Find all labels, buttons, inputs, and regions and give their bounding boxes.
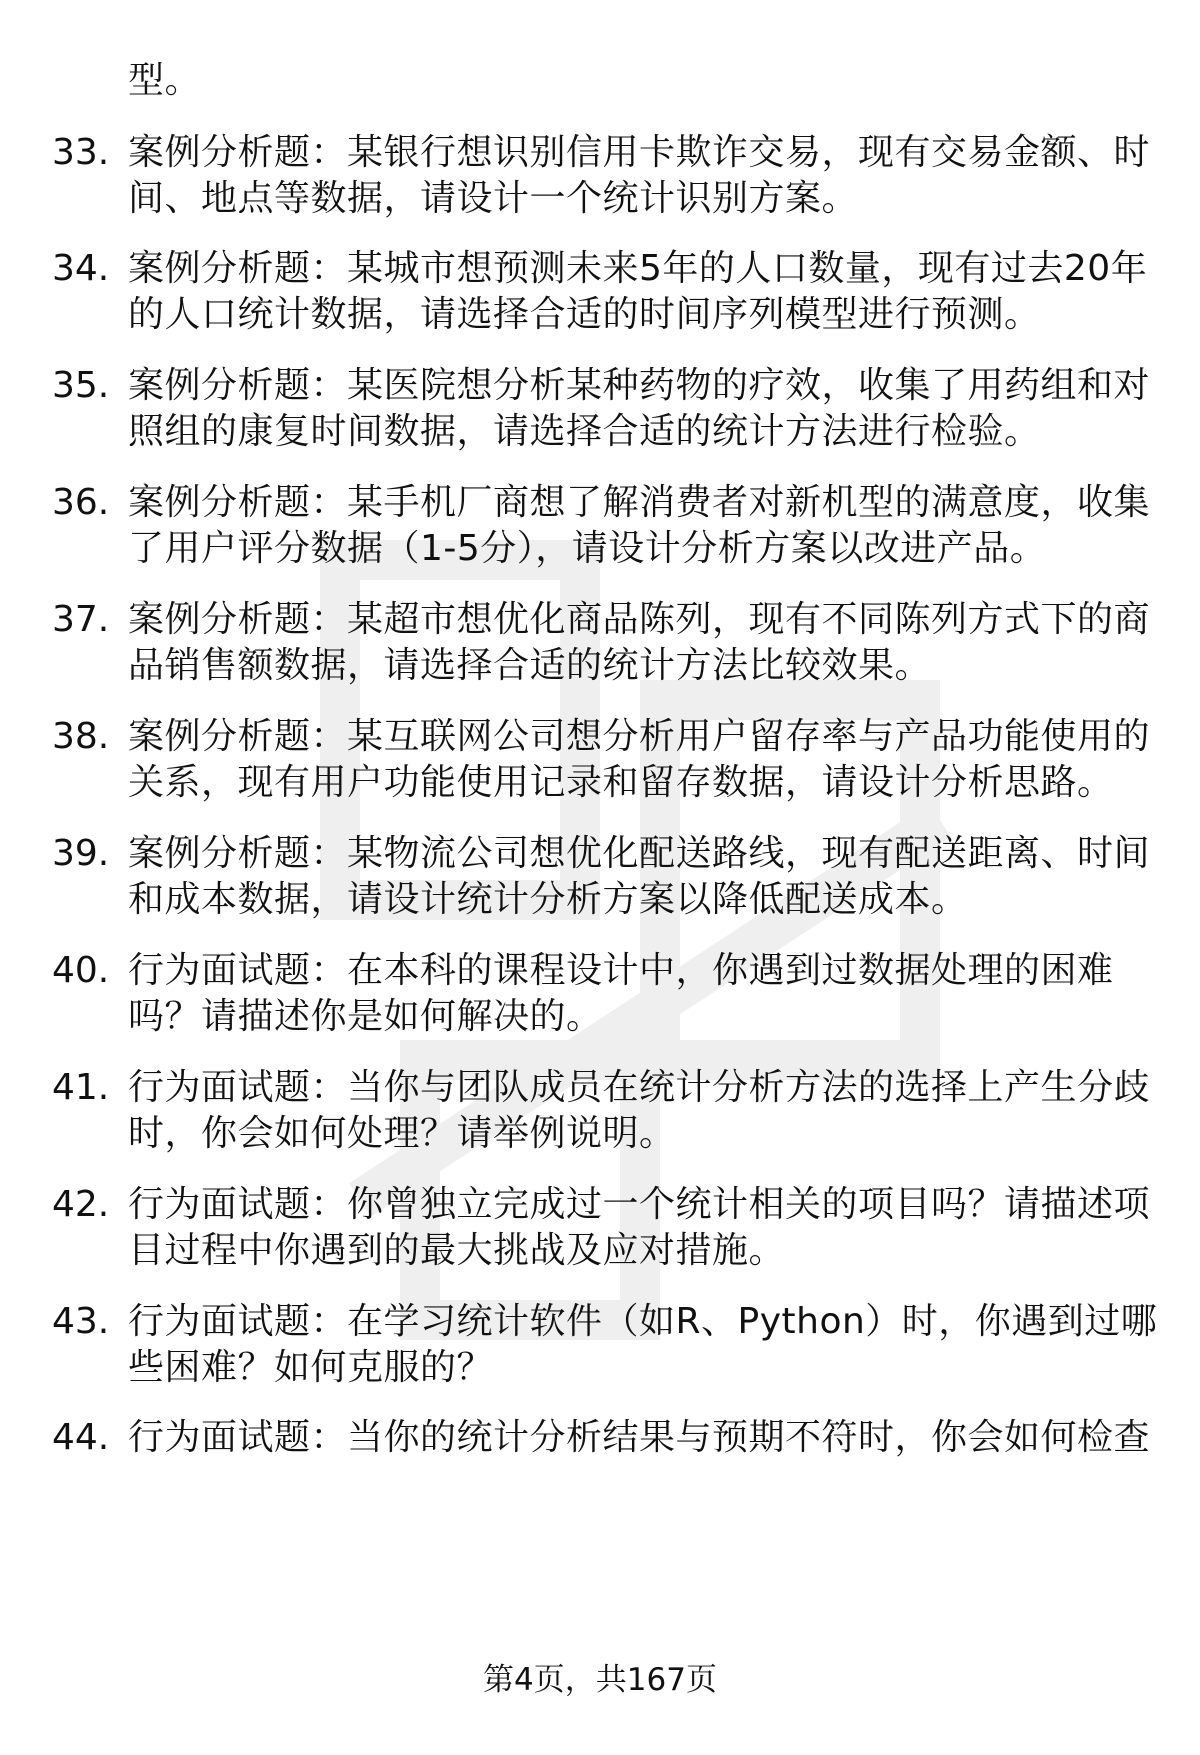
question-line: 行为面试题：在学习统计软件（如R、Python）时，你遇到过哪 (128, 1301, 1158, 1342)
question-number: 41. (52, 1067, 110, 1108)
question-number: 33. (52, 132, 110, 173)
question-line: 行为面试题：在本科的课程设计中，你遇到过数据处理的困难 (128, 950, 1114, 991)
question-line: 间、地点等数据，请设计一个统计识别方案。 (128, 178, 859, 219)
question-line: 品销售额数据，请选择合适的统计方法比较效果。 (128, 645, 932, 686)
question-number: 35. (52, 365, 110, 406)
question-number: 38. (52, 716, 110, 757)
continuation-text: 型。 (128, 60, 202, 101)
question-line: 行为面试题：当你的统计分析结果与预期不符时，你会如何检查 (128, 1417, 1151, 1458)
question-line: 案例分析题：某物流公司想优化配送路线，现有配送距离、时间 (128, 833, 1151, 874)
question-number: 39. (52, 833, 110, 874)
question-number: 42. (52, 1184, 110, 1225)
question-line: 照组的康复时间数据，请选择合适的统计方法进行检验。 (128, 411, 1041, 452)
question-line: 案例分析题：某互联网公司想分析用户留存率与产品功能使用的 (128, 716, 1151, 757)
question-number: 44. (52, 1417, 110, 1458)
question-line: 关系，现有用户功能使用记录和留存数据，请设计分析思路。 (128, 762, 1114, 803)
question-line: 和成本数据，请设计统计分析方案以降低配送成本。 (128, 879, 968, 920)
question-line: 案例分析题：某城市想预测未来5年的人口数量，现有过去20年 (128, 248, 1148, 289)
question-line: 行为面试题：你曾独立完成过一个统计相关的项目吗？请描述项 (128, 1184, 1151, 1225)
question-number: 40. (52, 950, 110, 991)
question-line: 目过程中你遇到的最大挑战及应对措施。 (128, 1230, 786, 1271)
page-footer: 第4页，共167页 (483, 1662, 717, 1698)
question-line: 了用户评分数据（1-5分），请设计分析方案以改进产品。 (128, 528, 1047, 569)
question-line: 些困难？如何克服的？ (128, 1347, 494, 1388)
question-number: 43. (52, 1301, 110, 1342)
question-line: 行为面试题：当你与团队成员在统计分析方法的选择上产生分歧 (128, 1067, 1151, 1108)
question-number: 34. (52, 248, 110, 289)
question-number: 36. (52, 482, 110, 523)
question-line: 时，你会如何处理？请举例说明。 (128, 1113, 676, 1154)
question-number: 37. (52, 599, 110, 640)
question-line: 案例分析题：某医院想分析某种药物的疗效，收集了用药组和对 (128, 365, 1151, 406)
question-line: 吗？请描述你是如何解决的。 (128, 996, 603, 1037)
question-line: 案例分析题：某银行想识别信用卡欺诈交易，现有交易金额、时 (128, 132, 1151, 173)
question-line: 的人口统计数据，请选择合适的时间序列模型进行预测。 (128, 294, 1041, 335)
question-line: 案例分析题：某超市想优化商品陈列，现有不同陈列方式下的商 (128, 599, 1151, 640)
question-line: 案例分析题：某手机厂商想了解消费者对新机型的满意度，收集 (128, 482, 1151, 523)
